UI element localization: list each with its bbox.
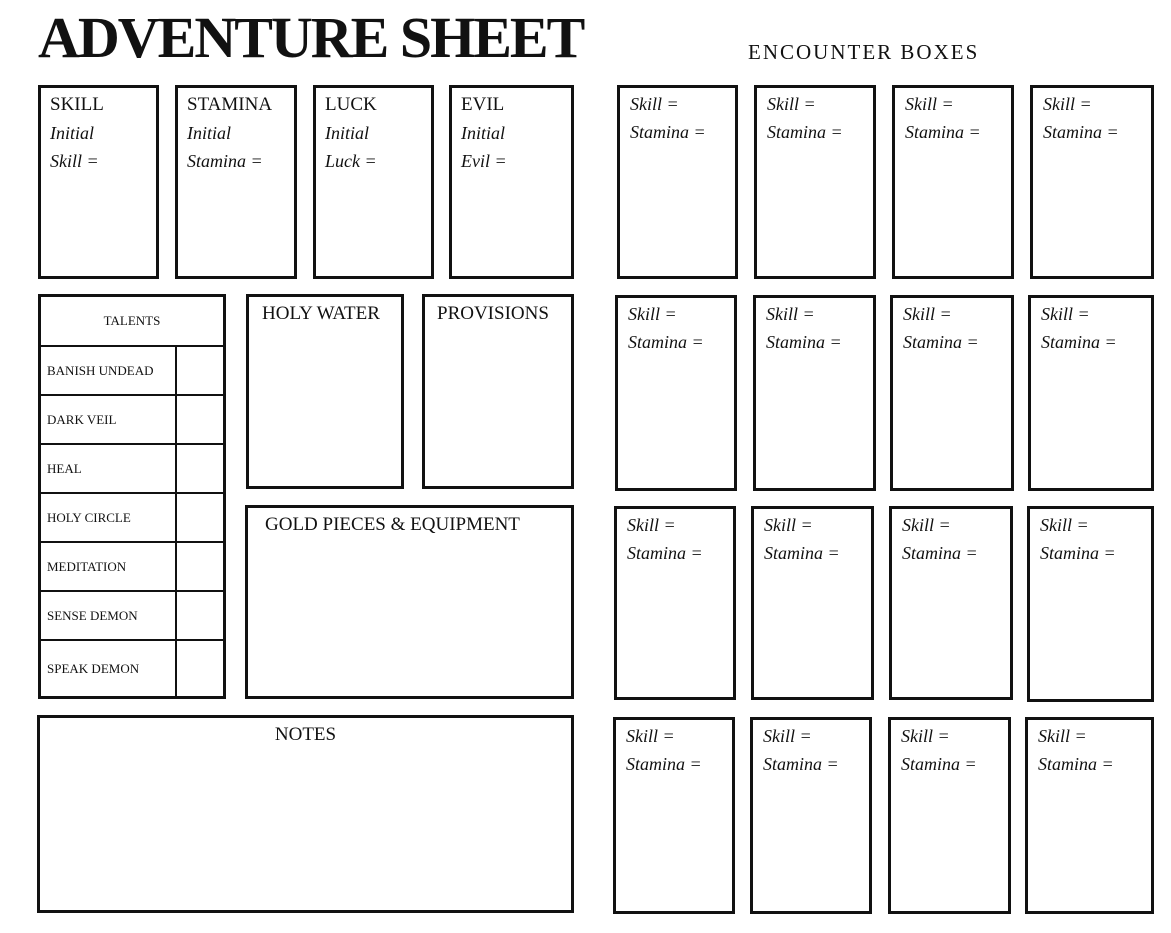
talent-row[interactable] <box>41 641 223 696</box>
stamina-box[interactable] <box>175 85 297 279</box>
page-title: ADVENTURE SHEET <box>38 5 584 70</box>
evil-initial-label: Initial <box>461 123 505 143</box>
stamina-label: STAMINA <box>187 94 273 115</box>
encounter-skill-label: Skill = <box>905 94 954 114</box>
skill-initial-label: Initial <box>50 123 94 143</box>
skill-label: SKILL <box>50 94 104 115</box>
talent-checkbox[interactable] <box>175 494 177 541</box>
encounter-box[interactable] <box>754 85 876 279</box>
talent-name: HOLY CIRCLE <box>47 509 131 525</box>
encounter-box[interactable] <box>751 506 874 700</box>
holy-water-box[interactable] <box>246 294 404 489</box>
luck-box[interactable] <box>313 85 434 279</box>
encounter-stamina-label: Stamina = <box>627 543 703 563</box>
encounter-skill-label: Skill = <box>1041 304 1090 324</box>
encounter-box[interactable] <box>1025 717 1154 914</box>
encounter-skill-label: Skill = <box>766 304 815 324</box>
encounter-box[interactable] <box>888 717 1011 914</box>
encounter-stamina-label: Stamina = <box>763 754 839 774</box>
encounter-skill-label: Skill = <box>1040 515 1089 535</box>
encounter-skill-label: Skill = <box>763 726 812 746</box>
talent-row[interactable] <box>41 543 223 592</box>
encounter-stamina-label: Stamina = <box>1043 122 1119 142</box>
encounter-box[interactable] <box>615 295 737 491</box>
gold-equipment-heading: GOLD PIECES & EQUIPMENT <box>265 514 520 535</box>
talents-heading: TALENTS <box>41 297 223 347</box>
luck-label: LUCK <box>325 94 377 115</box>
stamina-value-label: Stamina = <box>187 151 263 171</box>
encounter-stamina-label: Stamina = <box>766 332 842 352</box>
encounter-box[interactable] <box>613 717 735 914</box>
encounter-stamina-label: Stamina = <box>626 754 702 774</box>
luck-initial-label: Initial <box>325 123 369 143</box>
talent-checkbox[interactable] <box>175 543 177 590</box>
encounter-skill-label: Skill = <box>627 515 676 535</box>
talent-checkbox[interactable] <box>175 592 177 639</box>
notes-heading: NOTES <box>274 724 337 745</box>
skill-value-label: Skill = <box>50 151 99 171</box>
talent-checkbox[interactable] <box>175 396 177 443</box>
talent-name: HEAL <box>47 460 82 476</box>
talent-checkbox[interactable] <box>175 641 177 696</box>
talent-name: DARK VEIL <box>47 411 117 427</box>
talent-row[interactable] <box>41 445 223 494</box>
evil-box[interactable] <box>449 85 574 279</box>
provisions-box[interactable] <box>422 294 574 489</box>
encounter-stamina-label: Stamina = <box>630 122 706 142</box>
encounter-skill-label: Skill = <box>1043 94 1092 114</box>
encounter-skill-label: Skill = <box>901 726 950 746</box>
encounter-stamina-label: Stamina = <box>1040 543 1116 563</box>
encounter-stamina-label: Stamina = <box>767 122 843 142</box>
talent-name: MEDITATION <box>47 558 127 574</box>
encounter-box[interactable] <box>890 295 1014 491</box>
encounter-box[interactable] <box>1028 295 1154 491</box>
luck-value-label: Luck = <box>325 151 377 171</box>
gold-equipment-box[interactable] <box>245 505 574 699</box>
encounter-boxes-title: ENCOUNTER BOXES <box>748 40 980 64</box>
encounter-skill-label: Skill = <box>628 304 677 324</box>
encounter-stamina-label: Stamina = <box>1038 754 1114 774</box>
encounter-stamina-label: Stamina = <box>905 122 981 142</box>
stamina-initial-label: Initial <box>187 123 231 143</box>
talents-table <box>38 294 226 699</box>
encounter-skill-label: Skill = <box>1038 726 1087 746</box>
talent-name: BANISH UNDEAD <box>47 362 154 378</box>
talent-row[interactable] <box>41 494 223 543</box>
encounter-skill-label: Skill = <box>764 515 813 535</box>
encounter-skill-label: Skill = <box>767 94 816 114</box>
talent-name: SPEAK DEMON <box>47 660 140 676</box>
talent-row[interactable] <box>41 347 223 396</box>
talent-checkbox[interactable] <box>175 347 177 394</box>
encounter-box[interactable] <box>1030 85 1154 279</box>
encounter-box[interactable] <box>1027 506 1154 702</box>
skill-box[interactable] <box>38 85 159 279</box>
encounter-skill-label: Skill = <box>630 94 679 114</box>
encounter-box[interactable] <box>892 85 1014 279</box>
evil-value-label: Evil = <box>461 151 507 171</box>
talent-checkbox[interactable] <box>175 445 177 492</box>
encounter-skill-label: Skill = <box>902 515 951 535</box>
talent-name: SENSE DEMON <box>47 607 138 623</box>
encounter-stamina-label: Stamina = <box>764 543 840 563</box>
encounter-stamina-label: Stamina = <box>901 754 977 774</box>
encounter-stamina-label: Stamina = <box>903 332 979 352</box>
encounter-stamina-label: Stamina = <box>902 543 978 563</box>
encounter-box[interactable] <box>753 295 876 491</box>
encounter-box[interactable] <box>617 85 738 279</box>
encounter-box[interactable] <box>614 506 736 700</box>
talent-row[interactable] <box>41 592 223 641</box>
encounter-stamina-label: Stamina = <box>628 332 704 352</box>
encounter-skill-label: Skill = <box>903 304 952 324</box>
notes-box[interactable] <box>37 715 574 913</box>
encounter-box[interactable] <box>750 717 872 914</box>
encounter-skill-label: Skill = <box>626 726 675 746</box>
holy-water-heading: HOLY WATER <box>262 303 380 324</box>
encounter-box[interactable] <box>889 506 1013 700</box>
encounter-stamina-label: Stamina = <box>1041 332 1117 352</box>
talent-row[interactable] <box>41 396 223 445</box>
evil-label: EVIL <box>461 94 505 115</box>
provisions-heading: PROVISIONS <box>437 303 549 324</box>
